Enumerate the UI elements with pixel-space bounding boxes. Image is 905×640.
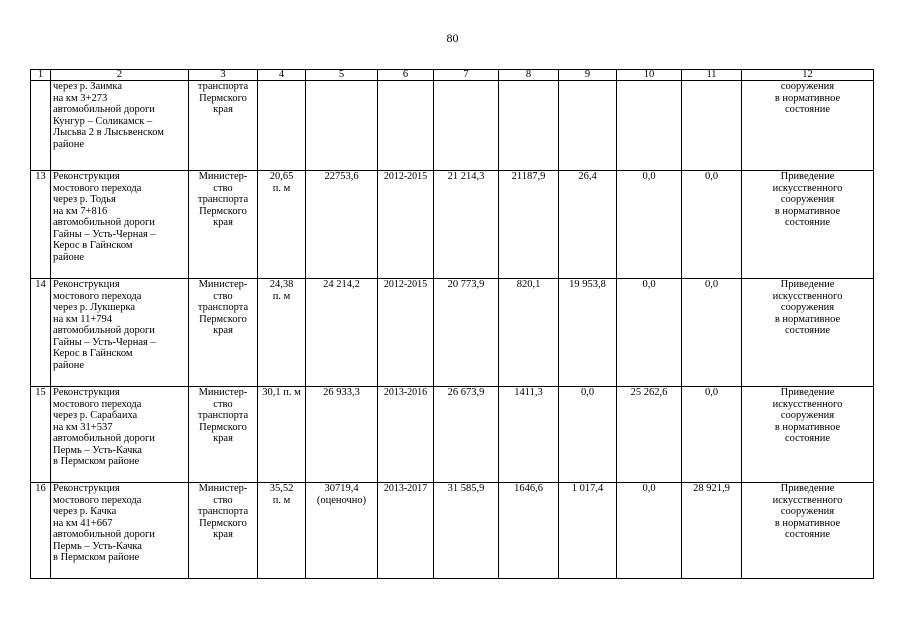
header-cell: 10 bbox=[617, 70, 682, 81]
value-col11 bbox=[682, 81, 742, 171]
header-cell: 2 bbox=[51, 70, 189, 81]
length bbox=[258, 81, 306, 171]
value-col9: 26,4 bbox=[559, 171, 617, 279]
purpose: Приведение искусственного сооружения в нормативное состояние bbox=[742, 171, 874, 279]
row-number: 13 bbox=[31, 171, 51, 279]
header-cell: 4 bbox=[258, 70, 306, 81]
value-col9: 1 017,4 bbox=[559, 483, 617, 579]
header-cell: 12 bbox=[742, 70, 874, 81]
table-row bbox=[31, 387, 874, 483]
value-col10: 0,0 bbox=[617, 483, 682, 579]
row-number: 14 bbox=[31, 279, 51, 387]
value-col11: 0,0 bbox=[682, 279, 742, 387]
total bbox=[434, 81, 499, 171]
object-name: Реконструкция мостового перехода через р. Качка на км 41+667 автомобильной дороги Пермь – Усть-Качка в Пермском районе bbox=[51, 483, 189, 579]
table-row-continued bbox=[31, 81, 874, 171]
length: 20,65 п. м bbox=[258, 171, 306, 279]
object-name: Реконструкция мостового перехода через р. Тодья на км 7+816 автомобильной дороги Гайны – Усть-Черная – Керос в Гайнском районе bbox=[51, 171, 189, 279]
value-col8 bbox=[499, 81, 559, 171]
total: 20 773,9 bbox=[434, 279, 499, 387]
customer: транспорта Пермского края bbox=[189, 81, 258, 171]
table-row bbox=[31, 279, 874, 387]
header-cell: 7 bbox=[434, 70, 499, 81]
value-col8: 1646,6 bbox=[499, 483, 559, 579]
customer: Министер- ство транспорта Пермского края bbox=[189, 171, 258, 279]
program-table bbox=[30, 69, 874, 579]
value-col8: 21187,9 bbox=[499, 171, 559, 279]
header-cell: 6 bbox=[378, 70, 434, 81]
value-col11: 0,0 bbox=[682, 387, 742, 483]
cost: 22753,6 bbox=[306, 171, 378, 279]
cost: 26 933,3 bbox=[306, 387, 378, 483]
period: 2013-2016 bbox=[378, 387, 434, 483]
header-row bbox=[31, 70, 874, 81]
value-col8: 820,1 bbox=[499, 279, 559, 387]
cost: 24 214,2 bbox=[306, 279, 378, 387]
header-cell: 11 bbox=[682, 70, 742, 81]
total: 31 585,9 bbox=[434, 483, 499, 579]
header-cell: 1 bbox=[31, 70, 51, 81]
period: 2012-2015 bbox=[378, 279, 434, 387]
value-col10: 0,0 bbox=[617, 171, 682, 279]
purpose: Приведение искусственного сооружения в нормативное состояние bbox=[742, 483, 874, 579]
row-number: 16 bbox=[31, 483, 51, 579]
period bbox=[378, 81, 434, 171]
purpose: сооружения в нормативное состояние bbox=[742, 81, 874, 171]
customer: Министер- ство транспорта Пермского края bbox=[189, 387, 258, 483]
purpose: Приведение искусственного сооружения в нормативное состояние bbox=[742, 387, 874, 483]
row-number: 15 bbox=[31, 387, 51, 483]
header-cell: 5 bbox=[306, 70, 378, 81]
customer: Министер- ство транспорта Пермского края bbox=[189, 279, 258, 387]
length: 35,52 п. м bbox=[258, 483, 306, 579]
total: 21 214,3 bbox=[434, 171, 499, 279]
length: 30,1 п. м bbox=[258, 387, 306, 483]
object-name: через р. Заимка на км 3+273 автомобильной дороги Кунгур – Соликамск – Лысьва 2 в Лысьвенском районе bbox=[51, 81, 189, 171]
value-col11: 0,0 bbox=[682, 171, 742, 279]
header-cell: 9 bbox=[559, 70, 617, 81]
length: 24,38 п. м bbox=[258, 279, 306, 387]
header-cell: 3 bbox=[189, 70, 258, 81]
value-col9 bbox=[559, 81, 617, 171]
cost: 30719,4 (оценочно) bbox=[306, 483, 378, 579]
object-name: Реконструкция мостового перехода через р. Лукшерка на км 11+794 автомобильной дороги Гайны – Усть-Черная – Керос в Гайнском районе bbox=[51, 279, 189, 387]
period: 2012-2015 bbox=[378, 171, 434, 279]
customer: Министер- ство транспорта Пермского края bbox=[189, 483, 258, 579]
table-row bbox=[31, 171, 874, 279]
value-col10 bbox=[617, 81, 682, 171]
value-col8: 1411,3 bbox=[499, 387, 559, 483]
value-col10: 0,0 bbox=[617, 279, 682, 387]
value-col11: 28 921,9 bbox=[682, 483, 742, 579]
object-name: Реконструкция мостового перехода через р. Сарабаиха на км 31+537 автомобильной дороги Пермь – Усть-Качка в Пермском районе bbox=[51, 387, 189, 483]
value-col9: 19 953,8 bbox=[559, 279, 617, 387]
value-col9: 0,0 bbox=[559, 387, 617, 483]
value-col10: 25 262,6 bbox=[617, 387, 682, 483]
purpose: Приведение искусственного сооружения в нормативное состояние bbox=[742, 279, 874, 387]
page-number: 80 bbox=[446, 31, 459, 45]
table-row bbox=[31, 483, 874, 579]
period: 2013-2017 bbox=[378, 483, 434, 579]
row-number bbox=[31, 81, 51, 171]
header-cell: 8 bbox=[499, 70, 559, 81]
cost bbox=[306, 81, 378, 171]
total: 26 673,9 bbox=[434, 387, 499, 483]
